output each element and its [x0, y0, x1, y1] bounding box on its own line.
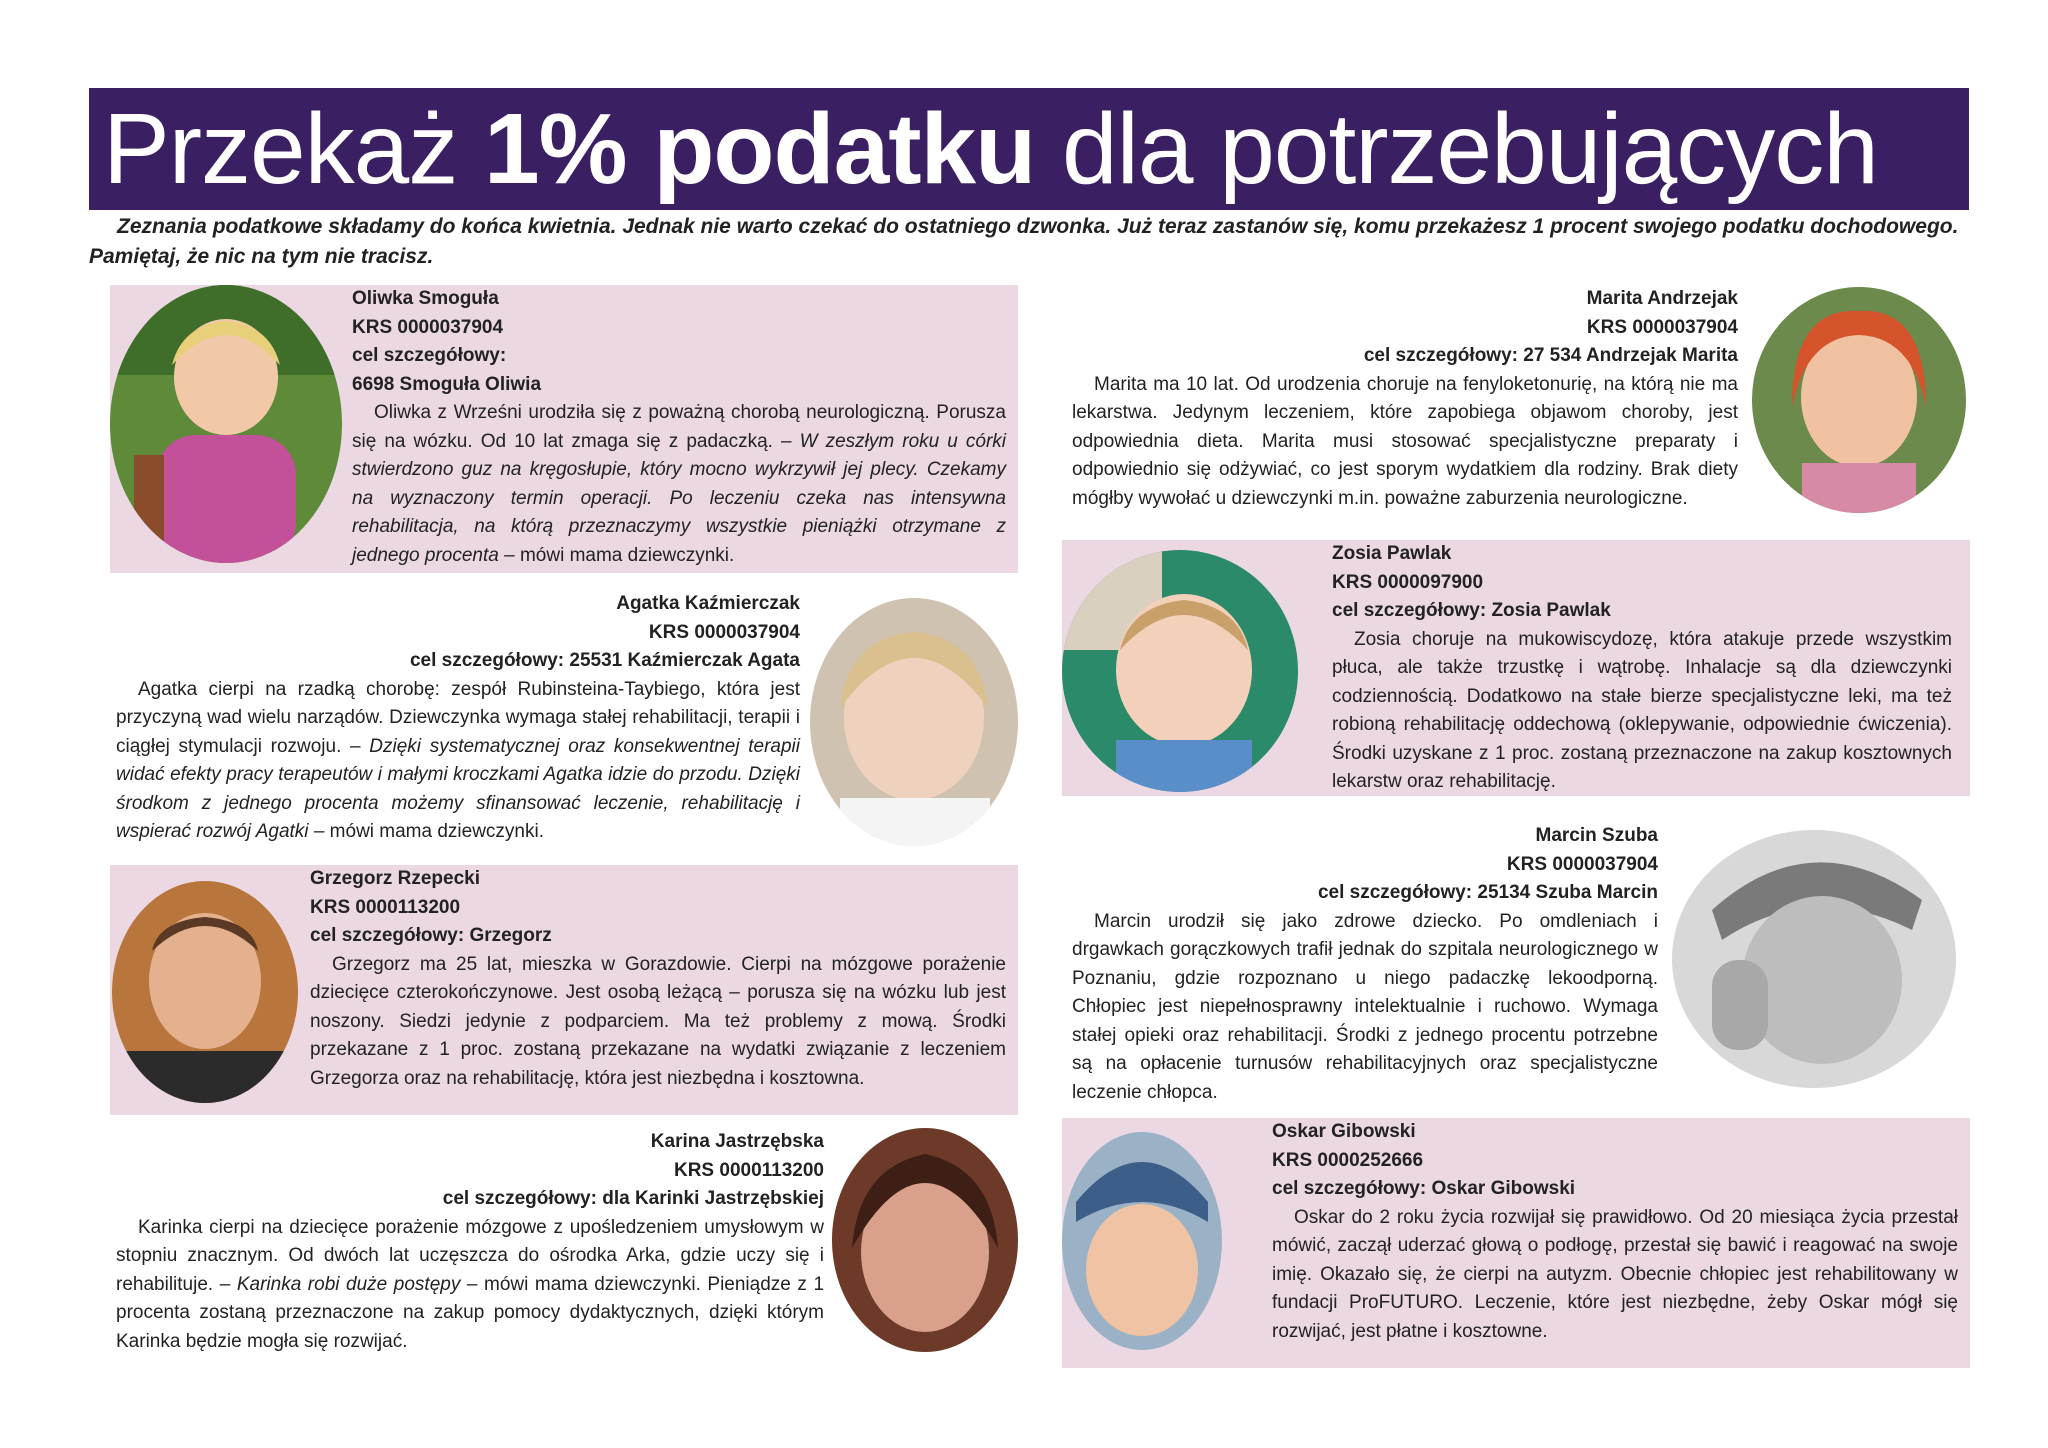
photo-marcin — [1672, 830, 1956, 1088]
photo-agatka — [810, 598, 1018, 846]
card-oliwka — [110, 285, 1018, 573]
krs-oliwka: KRS 0000037904 — [352, 316, 504, 338]
photo-oliwka — [110, 285, 342, 563]
krs-oskar: KRS 0000252666 — [1272, 1149, 1424, 1171]
body-grzegorz: Grzegorz ma 25 lat, mieszka w Gorazdowie. Cierpi na mózgowe porażenie dziecięce czterokończynowe. Jest osobą leżącą – porusza się na wózku lub jest noszony. Siedzi jedynie z podparciem. Ma też problemy z mową. Środki przekazane z 1 proc. zostaną przekazane na wydatki związanie z leczeniem Grzegorza oraz na rehabilitację, która jest niezbędna i kosztowna. — [310, 953, 1006, 1089]
name-marcin: Marcin Szuba — [1535, 825, 1658, 846]
card-oskar — [1062, 1118, 1970, 1368]
cel-oliwka: cel szczegółowy: — [352, 345, 507, 366]
card-karina — [110, 1128, 1018, 1368]
name-grzegorz: Grzegorz Rzepecki — [310, 868, 480, 889]
cel-value-oliwka: 6698 Smoguła Oliwia — [352, 373, 542, 395]
name-karina: Karina Jastrzębska — [650, 1131, 824, 1152]
headline-part1: Przekaż — [103, 93, 485, 205]
photo-zosia — [1062, 550, 1298, 792]
card-grzegorz — [110, 865, 1018, 1115]
body-oskar: Oskar do 2 roku życia rozwijał się prawidłowo. Od 20 miesiąca życia przestał mówić, zaczął uderzać głową o podłogę, przestał się bawić i reagować na swoje imię. Okazało się, że cierpi na autyzm. Obecnie chłopiec jest rehabilitowany w fundacji ProFUTURO. Leczenie, które jest niezbędne, żeby Oskar mógł się rozwijać, jest płatne i kosztowne. — [1272, 1206, 1958, 1342]
cel-marita: cel szczegółowy: 27 534 Andrzejak Marita — [1363, 345, 1738, 366]
cel-marcin: cel szczegółowy: 25134 Szuba Marcin — [1317, 882, 1658, 903]
name-marita: Marita Andrzejak — [1586, 288, 1738, 309]
krs-zosia: KRS 0000097900 — [1332, 571, 1484, 593]
name-zosia: Zosia Pawlak — [1332, 543, 1452, 564]
name-agatka: Agatka Kaźmierczak — [616, 593, 800, 614]
krs-marcin: KRS 0000037904 — [1506, 853, 1658, 875]
krs-agatka: KRS 0000037904 — [648, 621, 800, 643]
cel-agatka: cel szczegółowy: 25531 Kaźmierczak Agata — [409, 650, 800, 671]
cel-grzegorz: cel szczegółowy: Grzegorz — [310, 925, 552, 946]
card-marita — [1062, 285, 1970, 535]
photo-marita — [1752, 287, 1966, 513]
photo-karina — [832, 1128, 1018, 1352]
krs-marita: KRS 0000037904 — [1586, 316, 1738, 338]
lead-paragraph: Zeznania podatkowe składamy do końca kwietnia. Jednak nie warto czekać do ostatniego dzwonka. Już teraz zastanów się, komu przekażesz 1 procent swojego podatku dochodowego. Pamiętaj, że nic na tym nie tracisz. — [89, 215, 1959, 268]
card-marcin — [1062, 822, 1970, 1103]
body-marita: Marita ma 10 lat. Od urodzenia choruje na fenyloketonurię, na którą nie ma lekarstwa. Jedynym leczeniem, które zapobiega objawom choroby, jest odpowiednia dieta. Marita musi stosować specjalistyczne preparaty i odpowiednio się odżywiać, co jest sporym wydatkiem dla rodziny. Brak diety mógłby wywołać u dziewczynki m.in. poważne zaburzenia neurologiczne. — [1072, 373, 1738, 509]
krs-karina: KRS 0000113200 — [673, 1159, 824, 1181]
cel-karina: cel szczegółowy: dla Karinki Jastrzębskiej — [442, 1188, 824, 1209]
body-karina: Karinka cierpi na dziecięce porażenie mózgowe z upośledzeniem umysłowym w stopniu znacznym. Od dwóch lat uczęszcza do ośrodka Arka, gdzie uczy się i rehabilituje. – Karinka robi duże postępy – mówi mama dziewczynki. Pieniądze z 1 procenta zostaną przeznaczone na zakup pomocy dydaktycznych, dzięki którym Karinka będzie mogła się rozwijać. — [116, 1216, 825, 1352]
card-agatka — [110, 590, 1018, 848]
name-oskar: Oskar Gibowski — [1272, 1121, 1416, 1142]
headline-bold: 1% podatku — [484, 93, 1036, 205]
name-oliwka: Oliwka Smoguła — [352, 288, 499, 309]
photo-oskar — [1062, 1132, 1222, 1350]
card-zosia — [1062, 540, 1970, 796]
body-oliwka: Oliwka z Wrześni urodziła się z poważną chorobą neurologiczną. Porusza się na wózku. Od 10 lat zmaga się z padaczką. – W zeszłym roku u córki stwierdzono guz na kręgosłupie, który mocno wykrzywił jej plecy. Czekamy na wyznaczony termin operacji. Po leczeniu czeka nas intensywna rehabilitacja, na którą przeznaczymy wszystkie pieniążki otrzymane z jednego procenta – mówi mama dziewczynki. — [352, 402, 1007, 566]
body-marcin: Marcin urodził się jako zdrowe dziecko. Po omdleniach i drgawkach gorączkowych trafił jednak do szpitala neurologicznego w Poznaniu, gdzie rozpoznano u niego padaczkę lekoodporną. Chłopiec jest niepełnosprawny intelektualnie i ruchowo. Wymaga stałej opieki oraz rehabilitacji. Środki z jednego procentu potrzebne są na opłacenie turnusów rehabilitacyjnych oraz specjalistyczne leczenie chłopca. — [1072, 910, 1658, 1103]
photo-grzegorz — [112, 881, 298, 1103]
body-zosia: Zosia choruje na mukowiscydozę, która atakuje przede wszystkim płuca, ale także trzustkę i wątrobę. Inhalacje są dla dziewczynki codziennością. Dodatkowo na stałe bierze specjalistyczne leki, ma też robioną rehabilitację oddechową (oklepywanie, odpowiednie ćwiczenia). Środki uzyskane z 1 proc. zostaną przeznaczone na zakup kosztownych lekarstw oraz rehabilitację. — [1332, 628, 1952, 792]
cel-oskar: cel szczegółowy: Oskar Gibowski — [1272, 1178, 1576, 1199]
krs-grzegorz: KRS 0000113200 — [310, 896, 461, 918]
headline-part2: dla potrzebujących — [1035, 93, 1878, 205]
cel-zosia: cel szczegółowy: Zosia Pawlak — [1332, 600, 1611, 621]
body-agatka: Agatka cierpi na rzadką chorobę: zespół Rubinsteina-Taybiego, która jest przyczyną wad wielu narządów. Dziewczynka wymaga stałej rehabilitacji, terapii i ciągłej stymulacji rozwoju. – Dzięki systematycznej oraz konsekwentnej terapii widać efekty pracy terapeutów i małymi kroczkami Agatka idzie do przodu. Dzięki środkom z jednego procenta możemy sfinansować leczenie, rehabilitację i wspierać rozwój Agatki – mówi mama dziewczynki. — [116, 678, 801, 842]
headline-banner — [89, 88, 1969, 210]
